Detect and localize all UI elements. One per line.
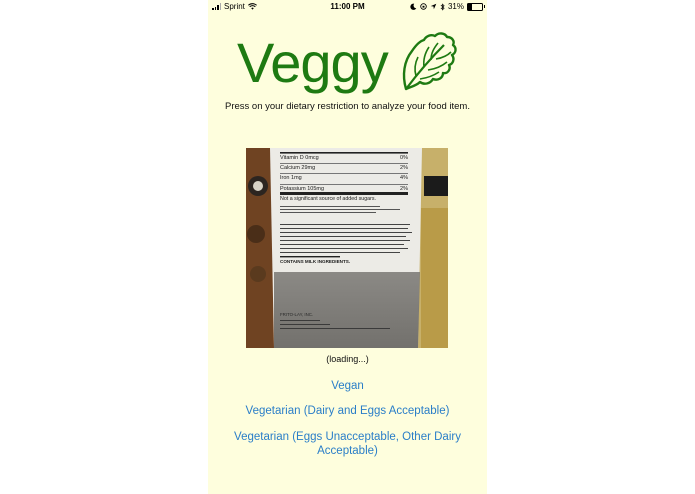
option-vegetarian-dairy-eggs[interactable]: Vegetarian (Dairy and Eggs Acceptable) bbox=[245, 405, 450, 417]
food-photo bbox=[246, 148, 448, 348]
nutrition-row: Iron 1mg 4% bbox=[280, 174, 408, 184]
instructions-text: Press on your dietary restriction to analyze your food item. bbox=[224, 101, 470, 112]
bluetooth-icon bbox=[440, 3, 445, 11]
battery-icon bbox=[467, 3, 483, 11]
nutrition-row: Potassium 105mg 2% bbox=[280, 185, 408, 192]
carrier-name: Sprint bbox=[224, 2, 245, 11]
option-vegetarian-no-eggs[interactable]: Vegetarian (Eggs Unacceptable, Other Dairy Acceptable) bbox=[234, 431, 461, 457]
logo-text: Veggy bbox=[237, 31, 388, 94]
moon-icon bbox=[410, 3, 417, 10]
app-screen bbox=[208, 0, 487, 494]
location-icon bbox=[430, 3, 437, 10]
status-bar bbox=[208, 0, 487, 14]
loading-text: (loading...) bbox=[326, 354, 369, 364]
option-vegan[interactable]: Vegan bbox=[331, 380, 364, 392]
status-right bbox=[410, 2, 483, 11]
lettuce-leaf-icon bbox=[398, 31, 458, 93]
status-time: 11:00 PM bbox=[330, 2, 365, 11]
nutrition-rows bbox=[280, 154, 408, 194]
allergen-note: CONTAINS MILK INGREDIENTS. bbox=[280, 259, 351, 264]
battery-percent: 31% bbox=[447, 2, 464, 11]
maker-note: FRITO-LAY, INC. bbox=[280, 312, 314, 317]
nutrition-row: Vitamin D 0mcg 0% bbox=[280, 154, 408, 164]
veggy-logo bbox=[237, 30, 459, 96]
orientation-lock-icon bbox=[420, 3, 427, 10]
nutrition-row: Calcium 29mg 2% bbox=[280, 164, 408, 174]
added-sugars-note: Not a significant source of added sugars. bbox=[280, 196, 376, 202]
